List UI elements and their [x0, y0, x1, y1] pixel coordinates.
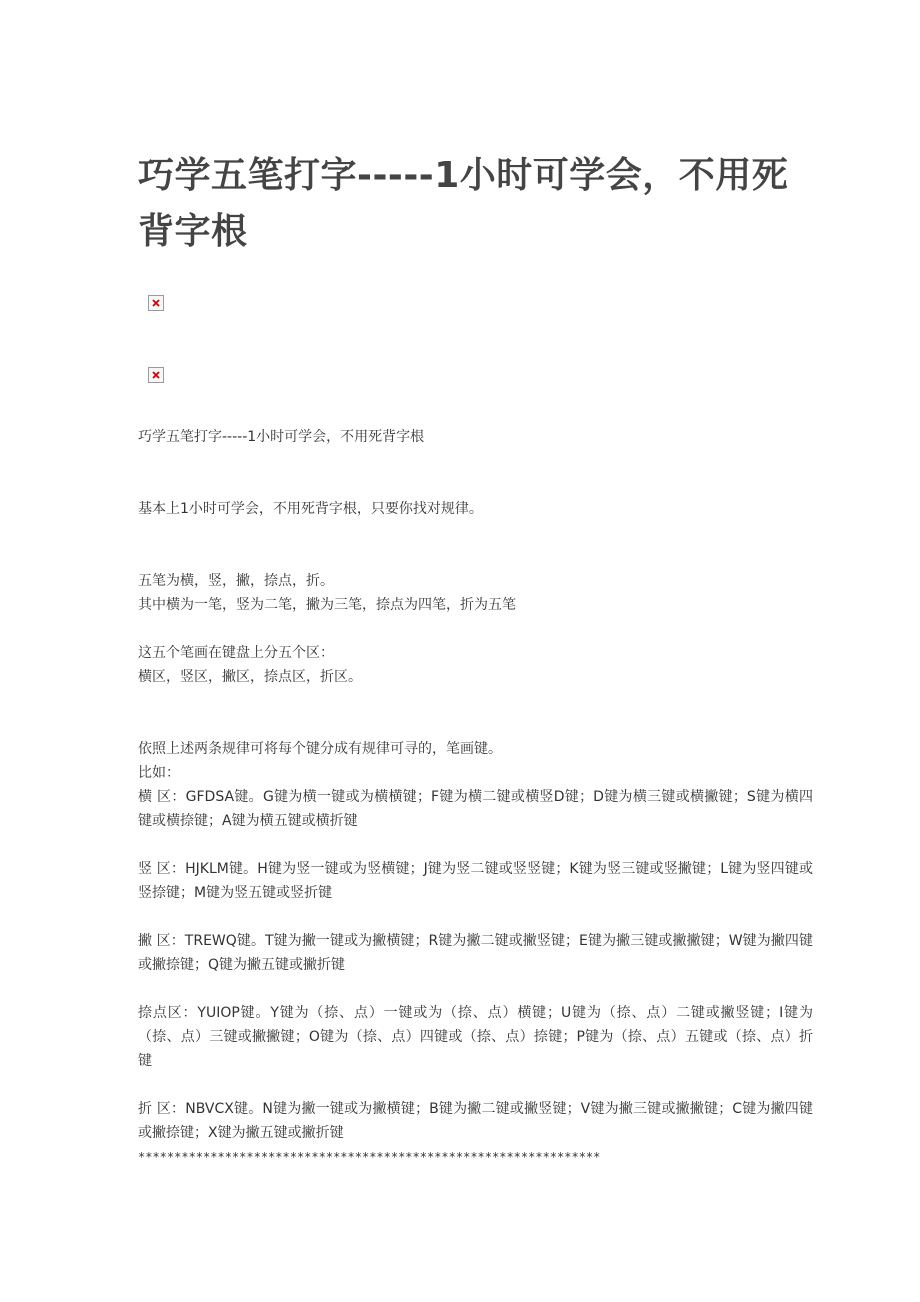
rule-line: 依照上述两条规律可将每个键分成有规律可寻的，笔画键。	[138, 741, 502, 757]
zones-list-line: 横区，竖区，撇区，捺点区，折区。	[138, 669, 362, 685]
document-title: 巧学五笔打字-----1小时可学会，不用死背字根	[138, 155, 789, 252]
intro-paragraph: 基本上1小时可学会，不用死背字根，只要你找对规律。	[138, 501, 483, 517]
broken-image-icon	[152, 299, 160, 307]
example-label: 比如：	[138, 765, 180, 781]
broken-image-icon	[152, 371, 160, 379]
zone-zhe-paragraph: 折 区：NBVCX键。N键为撇一键或为撇横键；B键为撇二键或撇竖键；V键为撇三键或撇撇键；C键为撇四键或撇捺键；X键为撇五键或撇折键	[138, 1101, 813, 1141]
strokes-numbering-line: 其中横为一笔，竖为二笔，撇为三笔，捺点为四笔，折为五笔	[138, 597, 516, 613]
separator-line: ****************************************************************	[138, 1150, 601, 1164]
broken-image-placeholder	[148, 295, 164, 311]
zone-nadian-paragraph: 捺点区：YUIOP键。Y键为（捺、点）一键或为（捺、点）横键；U键为（捺、点）二键或撇竖键；I键为（捺、点）三键或撇撇键；O键为（捺、点）四键或（捺、点）捺键；P键为（捺、点）五键或（捺、点）折键	[138, 1005, 813, 1069]
strokes-line: 五笔为横，竖，撇，捺点，折。	[138, 573, 334, 589]
zones-intro-line: 这五个笔画在键盘上分五个区：	[138, 645, 334, 661]
zone-heng-paragraph: 横 区：GFDSA键。G键为横一键或为横横键；F键为横二键或横竖D键；D键为横三键或横撇键；S键为横四键或横捺键；A键为横五键或横折键	[138, 789, 813, 829]
document-body	[138, 425, 813, 1169]
zone-pie-paragraph: 撇 区：TREWQ键。T键为撇一键或为撇横键；R键为撇二键或撇竖键；E键为撇三键或撇撇键；W键为撇四键或撇捺键；Q键为撇五键或撇折键	[138, 933, 813, 973]
subtitle-paragraph: 巧学五笔打字-----1小时可学会，不用死背字根	[138, 429, 425, 445]
zone-shu-paragraph: 竖 区：HJKLM键。H键为竖一键或为竖横键；J键为竖二键或竖竖键；K键为竖三键或竖撇键；L键为竖四键或竖捺键；M键为竖五键或竖折键	[138, 861, 813, 901]
broken-image-placeholder	[148, 367, 164, 383]
